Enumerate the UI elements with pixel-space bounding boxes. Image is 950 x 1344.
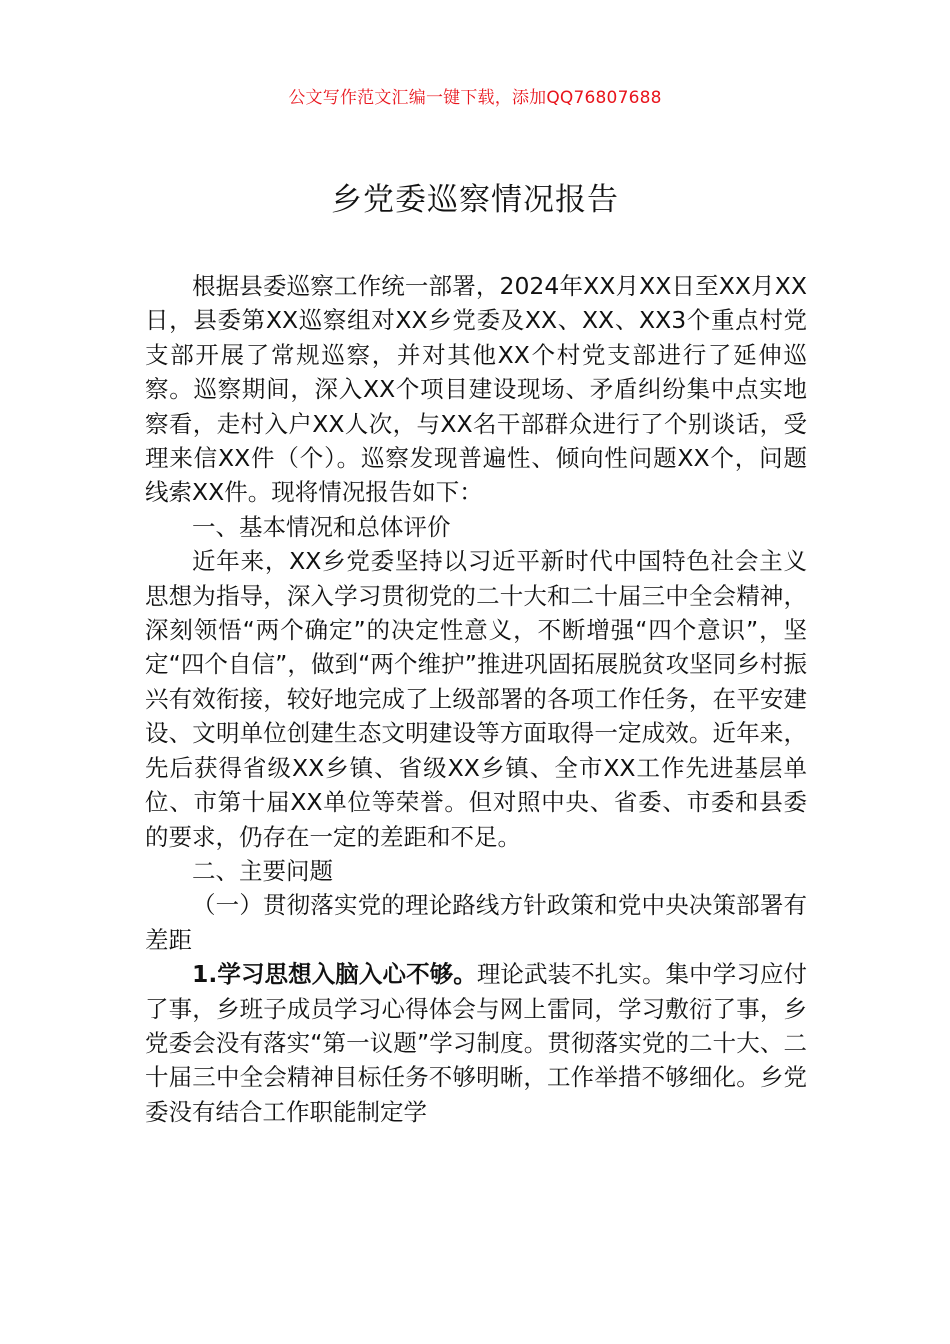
subsection-heading-1: （一）贯彻落实党的理论路线方针政策和党中央决策部署有差距 <box>145 891 807 954</box>
download-notice: 公文写作范文汇编一键下载，添加QQ76807688 <box>288 88 662 108</box>
document-body <box>145 269 807 1129</box>
intro-paragraph: 根据县委巡察工作统一部署，2024年XX月XX日至XX月XX日，县委第XX巡察组对XX乡党委及XX、XX、XX3个重点村党支部开展了常规巡察，并对其他XX个村党支部进行了延伸巡察。巡察期间，深入XX个项目建设现场、矛盾纠纷集中点实地察看，走村入户XX人次，与XX名干部群众进行了个别谈话，受理来信XX件（个）。巡察发现普遍性、倾向性问题XX个，问题线索XX件。现将情况报告如下： <box>145 272 807 507</box>
issue-lead: 1.学习思想入脑入心不够。 <box>192 960 477 989</box>
issue-text: 理论武装不扎实。集中学习应付了事，乡班子成员学习心得体会与网上雷同，学习敷衍了事，乡党委会没有落实“第一议题”学习制度。贯彻落实党的二十大、二十届三中全会精神目标任务不够明晰，工作举措不够细化。乡党委没有结合工作职能制定学 <box>145 960 807 1126</box>
issue-paragraph-1 <box>145 957 807 1129</box>
document-title: 乡党委巡察情况报告 <box>331 182 619 218</box>
overview-paragraph: 近年来，XX乡党委坚持以习近平新时代中国特色社会主义思想为指导，深入学习贯彻党的二十大和二十届三中全会精神，深刻领悟“两个确定”的决定性意义，不断增强“四个意识”，坚定“四个自信”，做到“两个维护”推进巩固拓展脱贫攻坚同乡村振兴有效衔接，较好地完成了上级部署的各项工作任务，在平安建设、文明单位创建生态文明建设等方面取得一定成效。近年来，先后获得省级XX乡镇、省级XX乡镇、全市XX工作先进基层单位、市第十届XX单位等荣誉。但对照中央、省委、市委和县委的要求，仍存在一定的差距和不足。 <box>145 547 807 851</box>
section-heading-2: 二、主要问题 <box>192 856 333 885</box>
section-heading-1: 一、基本情况和总体评价 <box>192 512 451 541</box>
